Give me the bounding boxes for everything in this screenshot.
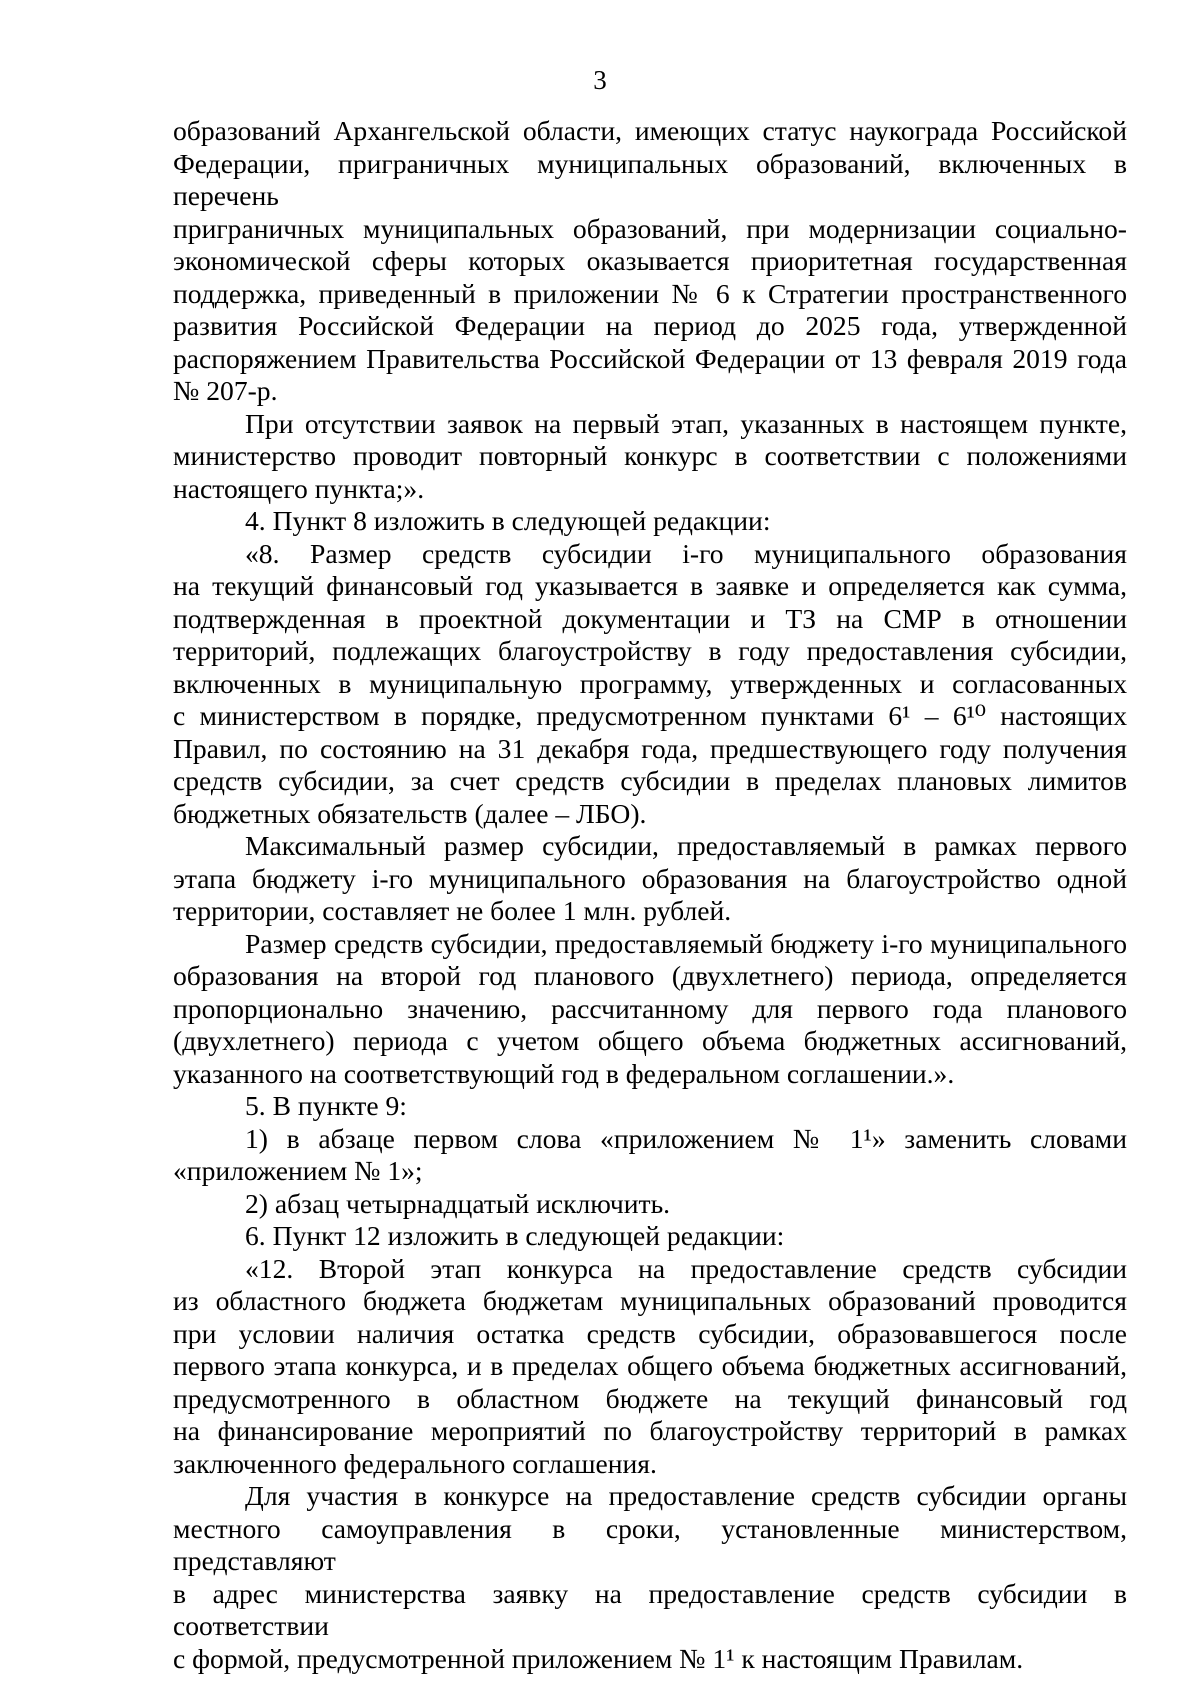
text-line: пропорционально значению, рассчитанному для первого года планового (173, 992, 1127, 1024)
text-line: При отсутствии заявок на первый этап, указанных в настоящем пункте, (245, 407, 1127, 439)
text-line: Правил, по состоянию на 31 декабря года, предшествующего году получения (173, 732, 1127, 764)
text-line: 5. В пункте 9: (245, 1090, 407, 1121)
text-line: на текущий финансовый год указывается в заявке и определяется как сумма, (173, 570, 1127, 601)
text-line: «12. Второй этап конкурса на предоставление средств субсидии (245, 1252, 1127, 1284)
text-line: Размер средств субсидии, предоставляемый бюджету i-го муниципального (245, 927, 1127, 959)
text-line: подтвержденная в проектной документации и ТЗ на СМР в отношении (173, 602, 1127, 634)
text-line: поддержка, приведенный в приложении № 6 к Стратегии пространственного (173, 277, 1127, 309)
text-line: распоряжением Правительства Российской Федерации от 13 февраля 2019 года (173, 342, 1127, 374)
text-line: развития Российской Федерации на период до 2025 года, утвержденной (173, 310, 1127, 341)
text-line: № 207-р. (173, 375, 278, 406)
text-line: первого этапа конкурса, и в пределах общего объема бюджетных ассигнований, (173, 1350, 1127, 1381)
text-line: 4. Пункт 8 изложить в следующей редакции: (245, 505, 771, 536)
text-line: «приложением № 1»; (173, 1155, 423, 1186)
text-line: из областного бюджета бюджетам муниципальных образований проводится (173, 1285, 1127, 1316)
text-line: экономической сферы которых оказывается приоритетная государственная (173, 245, 1127, 276)
text-line: «8. Размер средств субсидии i-го муниципального образования (245, 537, 1127, 569)
text-line: на финансирование мероприятий по благоустройству территорий в рамках (173, 1415, 1127, 1446)
text-line: 1) в абзаце первом слова «приложением № 1¹» заменить словами (245, 1122, 1127, 1154)
text-line: территорий, подлежащих благоустройству в году предоставления субсидии, (173, 635, 1127, 666)
text-line: территории, составляет не более 1 млн. рублей. (173, 895, 732, 926)
text-line: Максимальный размер субсидии, предоставляемый в рамках первого (245, 830, 1127, 861)
text-line: Для участия в конкурсе на предоставление средств субсидии органы (245, 1480, 1127, 1511)
text-line: включенных в муниципальную программу, утвержденных и согласованных (173, 667, 1127, 699)
text-line: средств субсидии, за счет средств субсидии в пределах плановых лимитов (173, 765, 1127, 796)
text-line: с министерством в порядке, предусмотренном пунктами 6¹ – 6¹⁰ настоящих (173, 700, 1127, 731)
text-line: заключенного федерального соглашения. (173, 1447, 657, 1479)
text-line: при условии наличия остатка средств субсидии, образовавшегося после (173, 1317, 1127, 1349)
page-number: 3 (593, 65, 607, 95)
text-line: (двухлетнего) периода с учетом общего объема бюджетных ассигнований, (173, 1025, 1127, 1056)
text-line: образования на второй год планового (двухлетнего) периода, определяется (173, 960, 1127, 991)
text-line: Федерации, приграничных муниципальных образований, включенных в перечень (173, 147, 1127, 211)
text-line: приграничных муниципальных образований, при модернизации социально- (173, 212, 1127, 244)
text-line: предусмотренного в областном бюджете на текущий финансовый год (173, 1382, 1127, 1414)
text-line: местного самоуправления в сроки, установленные министерством, представляют (173, 1512, 1127, 1576)
text-line: министерство проводит повторный конкурс в соответствии с положениями (173, 440, 1127, 471)
document-body (173, 115, 1127, 1675)
text-line: с формой, предусмотренной приложением № 1¹ к настоящим Правилам. (173, 1642, 1024, 1674)
text-line: образований Архангельской области, имеющих статус наукограда Российской (173, 115, 1127, 146)
text-line: этапа бюджету i-го муниципального образования на благоустройство одной (173, 862, 1127, 894)
text-line: указанного на соответствующий год в федеральном соглашении.». (173, 1057, 955, 1089)
text-line: в адрес министерства заявку на предоставление средств субсидии в соответствии (173, 1577, 1127, 1641)
text-line: бюджетных обязательств (далее – ЛБО). (173, 797, 647, 829)
text-line: 6. Пункт 12 изложить в следующей редакции: (245, 1220, 785, 1251)
text-line: 2) абзац четырнадцатый исключить. (245, 1187, 671, 1219)
text-line: настоящего пункта;». (173, 472, 425, 504)
